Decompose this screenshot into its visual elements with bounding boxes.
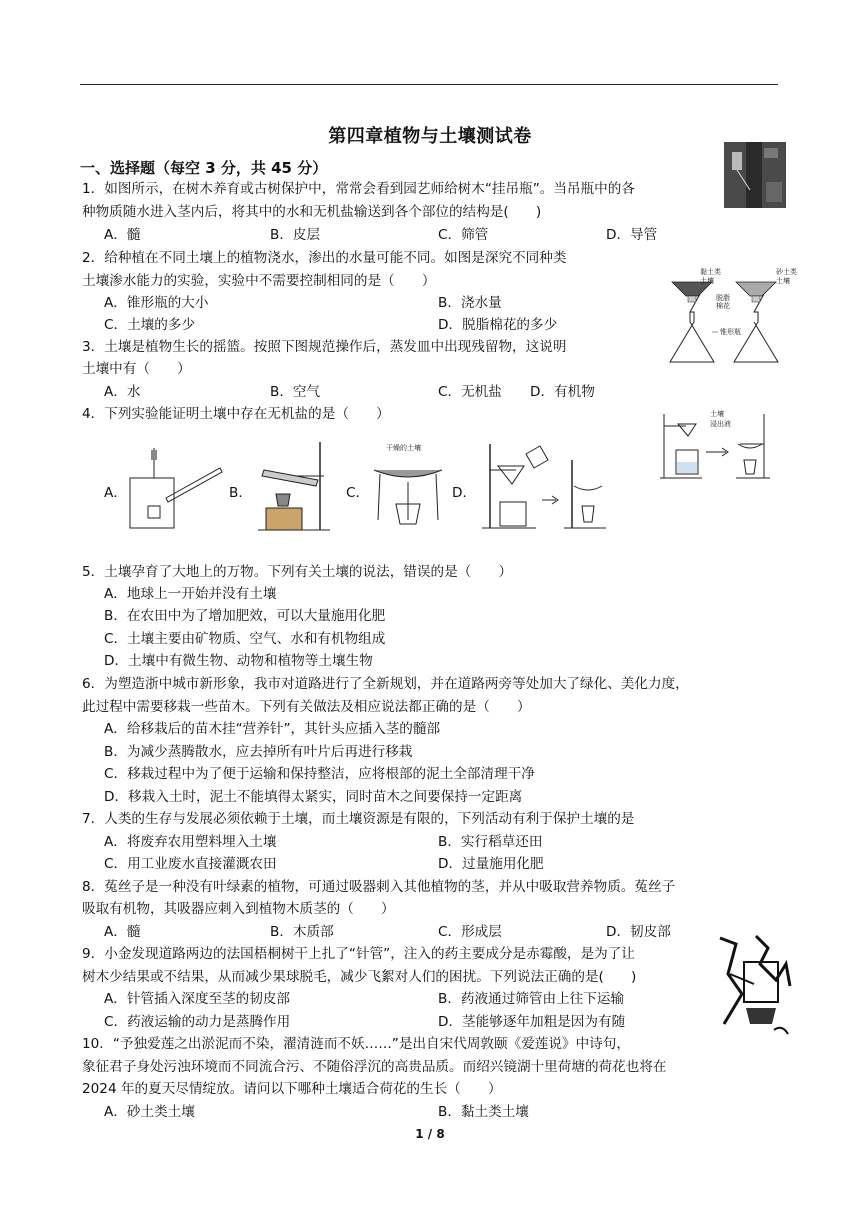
q2-line2: 土壤渗水能力的实验，实验中不需要控制相同的是（ ） (82, 273, 436, 289)
q4-line1: 4．下列实验能证明土壤中存在无机盐的是（ ） (82, 406, 390, 422)
q2-option-d: D．脱脂棉花的多少 (438, 317, 558, 333)
header-rule (80, 84, 778, 85)
q1-line2: 种物质随水进入茎内后，将其中的水和无机盐输送到各个部位的结构是( ) (82, 204, 542, 220)
q7-option-d: D．过量施用化肥 (438, 856, 544, 872)
q2-option-b: B．浇水量 (438, 295, 502, 311)
q10-option-a: A．砂土类土壤 (104, 1104, 195, 1120)
q9-line2: 树木少结果或不结果，从而减少果球脱毛，减少飞絮对人们的困扰。下列说法正确的是( ) (82, 969, 637, 985)
q6-option-c: C．移栽过程中为了便于运输和保持整洁，应将根部的泥土全部清理干净 (104, 766, 535, 782)
q2-option-c: C．土壤的多少 (104, 317, 196, 333)
fig4c-label: 干燥的土壤 (386, 444, 421, 452)
q3-line2: 土壤中有（ ） (82, 361, 191, 377)
fig-label-cotton1: 脱脂 (716, 294, 730, 302)
q5-option-d: D．土壤中有微生物、动物和植物等土壤生物 (104, 653, 373, 669)
q1-option-d: D．导管 (606, 227, 658, 243)
fig3-label-extract: 浸出液 (710, 420, 731, 428)
q8-option-d: D．韧皮部 (606, 924, 671, 940)
q3-option-c: C．无机盐 (438, 384, 502, 400)
q1-option-c: C．筛管 (438, 227, 489, 243)
page-number: 1 / 8 (415, 1127, 445, 1141)
fig-label-flask: 锥形瓶 (720, 328, 741, 336)
q3-option-b: B．空气 (270, 384, 321, 400)
fig-label-soil2: 土壤 (776, 277, 790, 285)
q1-option-a: A．髓 (104, 227, 141, 243)
q3-option-d: D．有机物 (530, 384, 595, 400)
tree-injection-sketch (716, 934, 792, 1038)
q2-line1: 2．给种植在不同土壤上的植物浇水，渗出的水量可能不同。如图是深究不同种类 (82, 250, 567, 266)
q4-figure-b (254, 440, 350, 534)
q8-option-a: A．髓 (104, 924, 141, 940)
q10-line1: 10．“予独爱莲之出淤泥而不染，濯清涟而不妖……”是出自宋代周敦颐《爱莲说》中诗句， (82, 1036, 630, 1052)
q5-line1: 5．土壤孕育了大地上的万物。下列有关土壤的说法，错误的是（ ） (82, 564, 513, 580)
q3-option-a: A．水 (104, 384, 141, 400)
fig-label-cotton2: 棉花 (716, 302, 730, 310)
q6-option-d: D．移栽入土时，泥土不能填得太紧实，同时苗木之间要保持一定距离 (104, 789, 523, 805)
fig-label-clay: 黏土类 (700, 268, 721, 276)
q9-option-d: D．茎能够逐年加粗是因为有随 (438, 1014, 626, 1030)
q1-line1: 1．如图所示，在树木养育或古树保护中，常常会看到园艺师给树木“挂吊瓶”。当吊瓶中的各 (82, 181, 635, 197)
q4-option-d: D． (452, 485, 477, 501)
q4-figure-c (370, 440, 446, 534)
q1-option-b: B．皮层 (270, 227, 321, 243)
q5-option-b: B．在农田中为了增加肥效，可以大量施用化肥 (104, 608, 386, 624)
q4-figure-d (476, 440, 610, 534)
q2-option-a: A．锥形瓶的大小 (104, 295, 209, 311)
q10-line2: 象征君子身处污浊环境而不同流合污、不随俗浮沉的高贵品质。而绍兴镜湖十里荷塘的荷花也将在 (82, 1059, 667, 1075)
q5-option-a: A．地球上一开始并没有土壤 (104, 586, 277, 602)
q4-option-c: C． (346, 485, 370, 501)
q7-option-a: A．将废弃农用塑料埋入土壤 (104, 834, 277, 850)
q6-line2: 此过程中需要移栽一些苗木。下列有关做法及相应说法都正确的是（ ） (82, 699, 531, 715)
tree-iv-drip-photo (724, 142, 786, 208)
q8-line2: 吸取有机物，其吸器应刺入到植物木质茎的（ ） (82, 901, 395, 917)
q9-option-a: A．针管插入深度至茎的韧皮部 (104, 991, 291, 1007)
q8-option-c: C．形成层 (438, 924, 502, 940)
evaporation-figure (656, 404, 786, 484)
q7-line1: 7．人类的生存与发展必须依赖于土壤，而土壤资源是有限的，下列活动有利于保护土壤的是 (82, 811, 635, 827)
q9-line1: 9．小金发现道路两边的法国梧桐树干上扎了“针管”，注入的药主要成分是赤霉酸，是为了让 (82, 946, 635, 962)
page-title: 第四章植物与土壤测试卷 (328, 126, 532, 147)
q7-option-b: B．实行稻草还田 (438, 834, 543, 850)
soil-permeability-figure (660, 264, 800, 370)
q6-option-a: A．给移栽后的苗木挂“营养针”，其针头应插入茎的髓部 (104, 721, 441, 737)
q5-option-c: C．土壤主要由矿物质、空气、水和有机物组成 (104, 631, 386, 647)
q6-option-b: B．为减少蒸腾散水，应去掉所有叶片后再进行移栽 (104, 744, 413, 760)
q4-option-b: B． (229, 485, 252, 501)
q8-line1: 8．菟丝子是一种没有叶绿素的植物，可通过吸器刺入其他植物的茎，并从中吸取营养物质。菟丝子 (82, 879, 676, 895)
fig-label-soil: 土壤 (700, 277, 714, 285)
fig-label-sand: 砂土类 (776, 268, 797, 276)
section-heading: 一、选择题（每空 3 分，共 45 分） (80, 159, 328, 177)
q4-option-a: A． (104, 485, 127, 501)
q10-option-b: B．黏土类土壤 (438, 1104, 529, 1120)
q7-option-c: C．用工业废水直接灌溉农田 (104, 856, 277, 872)
q8-option-b: B．木质部 (270, 924, 334, 940)
q6-line1: 6．为塑造浙中城市新形象，我市对道路进行了全新规划，并在道路两旁等处加大了绿化、美化力度， (82, 676, 689, 692)
fig3-label-soil: 土壤 (710, 410, 724, 418)
q9-option-b: B．药液通过筛管由上往下运输 (438, 991, 625, 1007)
q4-figure-a (124, 448, 224, 532)
q3-line1: 3．土壤是植物生长的摇篮。按照下图规范操作后，蒸发皿中出现残留物，这说明 (82, 339, 567, 355)
q9-option-c: C．药液运输的动力是蒸腾作用 (104, 1014, 291, 1030)
q10-line3: 2024 年的夏天尽情绽放。请问以下哪种土壤适合荷花的生长（ ） (82, 1081, 502, 1097)
